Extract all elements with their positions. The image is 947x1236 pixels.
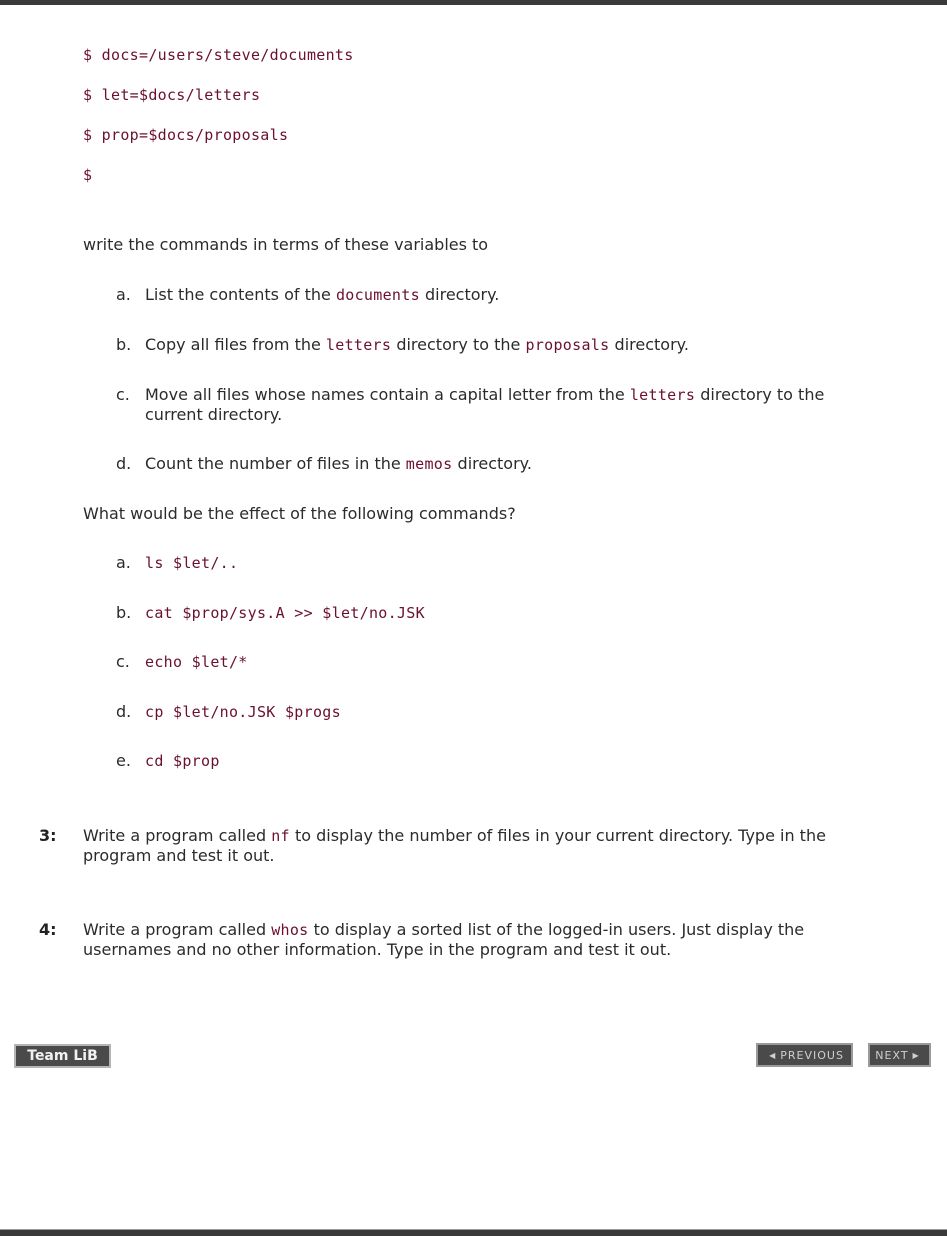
write-item-c: Move all files whose names contain a capital letter from the letters directory to the bbox=[145, 385, 825, 404]
exercise-3-line2: program and test it out. bbox=[83, 846, 275, 865]
effect-command: ls $let/.. bbox=[145, 554, 239, 572]
item-label: d. bbox=[116, 702, 132, 721]
effect-command: cat $prop/sys.A >> $let/no.JSK bbox=[145, 604, 425, 622]
item-label: c. bbox=[116, 385, 130, 404]
inline-code: nf bbox=[271, 827, 290, 845]
exercise-3-text: Write a program called nf to display the number of files in your current directory. Type in the bbox=[83, 826, 826, 845]
triangle-left-icon: ◀ bbox=[769, 1050, 777, 1060]
shell-line: $ prop=$docs/proposals bbox=[83, 126, 289, 144]
item-label: a. bbox=[116, 553, 131, 572]
write-item-c-line2: current directory. bbox=[145, 405, 283, 424]
team-lib-button[interactable] bbox=[14, 1044, 111, 1068]
shell-line: $ let=$docs/letters bbox=[83, 86, 261, 104]
exercise-4-line2: usernames and no other information. Type in the program and test it out. bbox=[83, 940, 672, 959]
item-label: e. bbox=[116, 751, 131, 770]
write-item-b: Copy all files from the letters directory to the proposals directory. bbox=[145, 335, 689, 354]
item-label: a. bbox=[116, 285, 131, 304]
previous-label: PREVIOUS bbox=[780, 1048, 844, 1062]
inline-code: whos bbox=[271, 921, 309, 939]
inline-code: letters bbox=[629, 386, 696, 404]
inline-code: memos bbox=[405, 455, 453, 473]
inline-code: proposals bbox=[525, 336, 610, 354]
item-label: b. bbox=[116, 603, 132, 622]
effect-intro: What would be the effect of the following commands? bbox=[83, 504, 516, 523]
bottom-border bbox=[0, 1229, 947, 1236]
inline-code: documents bbox=[335, 286, 420, 304]
shell-line: $ bbox=[83, 166, 93, 184]
item-label: c. bbox=[116, 652, 130, 671]
top-border bbox=[0, 0, 947, 5]
exercise-number: 4: bbox=[39, 920, 57, 939]
write-item-d: Count the number of files in the memos directory. bbox=[145, 454, 532, 473]
next-label: NEXT bbox=[875, 1048, 909, 1062]
exercise-number: 3: bbox=[39, 826, 57, 845]
effect-command: cp $let/no.JSK $progs bbox=[145, 703, 341, 721]
next-button[interactable] bbox=[868, 1043, 931, 1067]
item-label: d. bbox=[116, 454, 132, 473]
exercise-4-text: Write a program called whos to display a sorted list of the logged-in users. Just display the bbox=[83, 920, 805, 939]
effect-command: cd $prop bbox=[145, 752, 220, 770]
write-intro: write the commands in terms of these variables to bbox=[83, 235, 489, 254]
shell-line: $ docs=/users/steve/documents bbox=[83, 46, 354, 64]
triangle-right-icon: ▶ bbox=[912, 1050, 920, 1060]
item-label: b. bbox=[116, 335, 132, 354]
previous-button[interactable] bbox=[756, 1043, 853, 1067]
effect-command: echo $let/* bbox=[145, 653, 248, 671]
inline-code: letters bbox=[325, 336, 392, 354]
write-item-a: List the contents of the documents directory. bbox=[145, 285, 500, 304]
team-lib-label: Team LiB bbox=[27, 1048, 98, 1064]
